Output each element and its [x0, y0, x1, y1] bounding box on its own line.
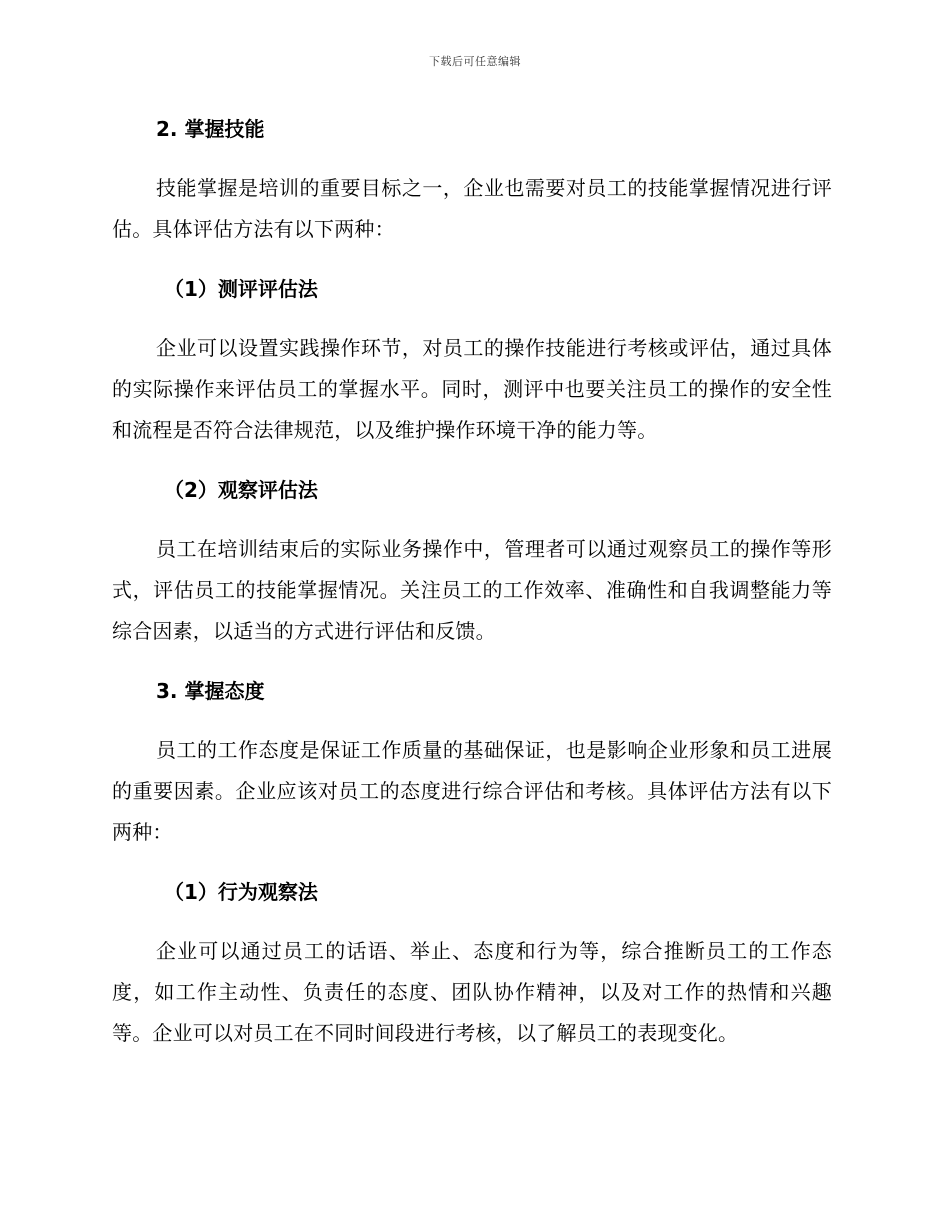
paragraph-behavior-observation: 企业可以通过员工的话语、举止、态度和行为等，综合推断员工的工作态度，如工作主动性、负责任的态度、团队协作精神，以及对工作的热情和兴趣等。企业可以对员工在不同时间段进行考核，以了解员工的表现变化。	[112, 939, 832, 1045]
header-note: 下载后可任意编辑	[429, 55, 521, 68]
paragraph-skills-intro: 技能掌握是培训的重要目标之一，企业也需要对员工的技能掌握情况进行评估。具体评估方法有以下两种：	[112, 176, 832, 241]
subheading-test-evaluation: （1）测评评估法	[164, 277, 318, 301]
paragraph-test-evaluation: 企业可以设置实践操作环节，对员工的操作技能进行考核或评估，通过具体的实际操作来评估员工的掌握水平。同时，测评中也要关注员工的操作的安全性和流程是否符合法律规范，以及维护操作环境干净的能力等。	[112, 336, 832, 442]
subheading-behavior-observation: （1）行为观察法	[164, 880, 318, 904]
section-heading-skills: 2. 掌握技能	[156, 117, 265, 141]
paragraph-attitude-intro: 员工的工作态度是保证工作质量的基础保证，也是影响企业形象和员工进展的重要因素。企业应该对员工的态度进行综合评估和考核。具体评估方法有以下两种：	[112, 738, 832, 844]
document-body	[112, 112, 832, 1076]
section-heading-attitude: 3. 掌握态度	[156, 679, 265, 703]
paragraph-observation-evaluation: 员工在培训结束后的实际业务操作中，管理者可以通过观察员工的操作等形式，评估员工的技能掌握情况。关注员工的工作效率、准确性和自我调整能力等综合因素，以适当的方式进行评估和反馈。	[112, 537, 832, 643]
subheading-observation-evaluation: （2）观察评估法	[164, 478, 318, 502]
